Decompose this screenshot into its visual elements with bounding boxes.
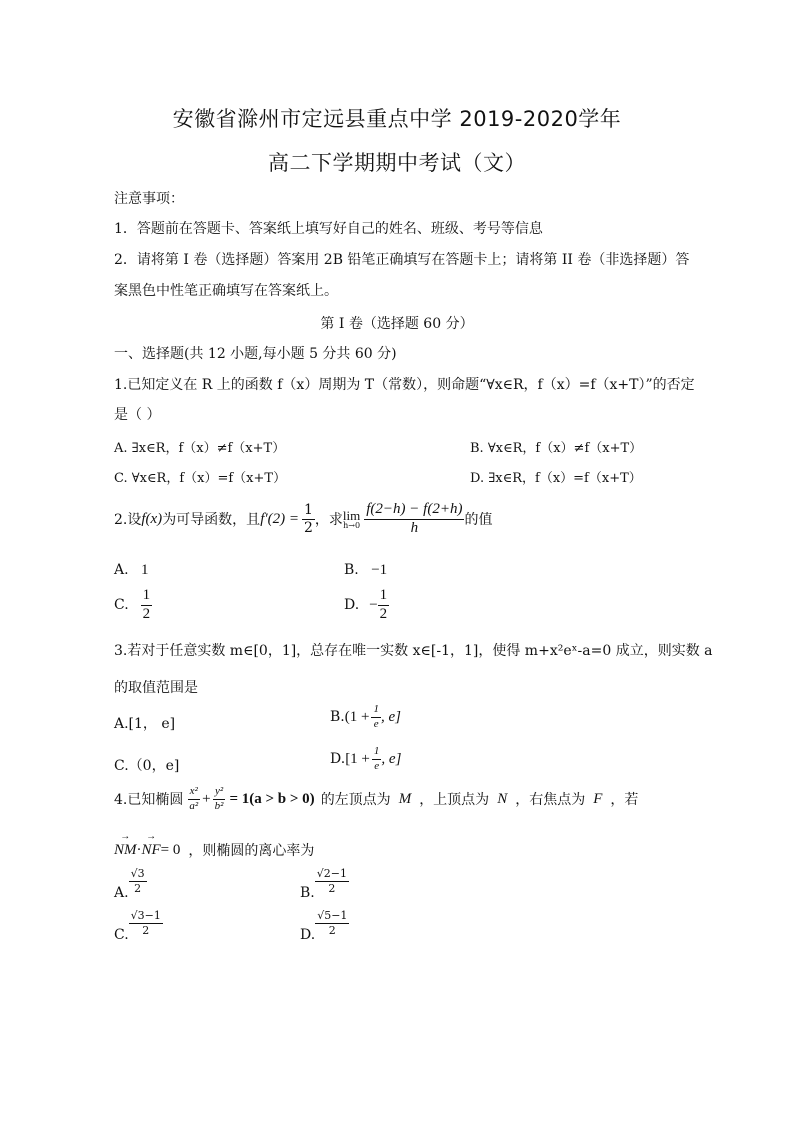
q2-fprime: f′(2) =: [260, 510, 299, 527]
q2-option-b: [344, 562, 387, 579]
q4-mid1: 的左顶点为: [320, 792, 391, 809]
volume-title: 第 I 卷（选择题 60 分）: [320, 316, 474, 332]
notice-heading: 注意事项：: [114, 191, 184, 207]
q2-option-c-fraction: [141, 588, 153, 623]
q4-option-c-label: C.: [114, 927, 129, 944]
q4-option-b: [300, 868, 349, 902]
q3-option-b-den: e: [373, 717, 379, 730]
exam-title-line2: 高二下学期期中考试（文）: [268, 151, 526, 175]
q3-stem-line1: 3.若对于任意实数 m∈[0，1]，总存在唯一实数 x∈[-1，1]，使得 m+x²eˣ-a=0 成立，则实数 a: [114, 643, 713, 659]
q4-dot: ·: [136, 841, 142, 858]
q3-option-d-label: D.: [330, 751, 346, 768]
q4-option-c-num: √3−1: [130, 909, 161, 922]
q2-stem: [114, 502, 492, 537]
q3-option-a: A.[1， e]: [114, 716, 176, 732]
notice-item-2-line2: 案黑色中性笔正确填写在答案纸上。: [114, 283, 338, 299]
q2-option-d-label: D.: [344, 597, 360, 614]
q2-option-c-den: 2: [142, 605, 151, 622]
q2-prefix: 2.设: [114, 512, 142, 529]
q2-expr-denominator: h: [410, 519, 419, 536]
q4-option-a-den: 2: [134, 881, 142, 895]
q4-option-d-label: D.: [300, 927, 316, 944]
q2-option-a: [114, 562, 149, 579]
q4-option-c: [114, 910, 163, 944]
q2-option-c: [114, 588, 152, 623]
q3-stem-line2: 的取值范围是: [114, 680, 198, 696]
q4-mid4: ，若: [610, 792, 639, 809]
q2-lim-word: lim: [342, 507, 361, 523]
q2-option-c-label: C.: [114, 597, 129, 614]
q4-point-n: N: [497, 790, 508, 807]
q4-option-c-den: 2: [142, 923, 150, 937]
q2-option-b-value: −1: [371, 562, 388, 578]
q3-option-d-open: [1 +: [345, 750, 370, 767]
exam-title-line1: 安徽省滁州市定远县重点中学 2019-2020学年: [172, 107, 622, 131]
q4-ellipse-x-den: a²: [189, 799, 199, 812]
q4-mid2: ，上顶点为: [419, 792, 490, 809]
q3-option-b-num: 1: [371, 704, 381, 718]
q4-option-d-den: 2: [328, 923, 336, 937]
q2-option-d-num: 1: [378, 588, 390, 606]
q4-option-d-num: √5−1: [317, 909, 348, 922]
q3-option-b-close: , e]: [380, 708, 401, 725]
q4-option-b-fraction: [315, 868, 349, 894]
q2-option-b-label: B.: [344, 562, 359, 578]
q2-limit-expression: [364, 502, 464, 537]
part-title: 一、选择题(共 12 小题,每小题 5 分共 60 分): [114, 346, 397, 362]
q4-option-a-num: √3: [130, 867, 145, 880]
q3-option-b-open: (1 +: [344, 708, 370, 725]
q2-given-fraction: [302, 503, 315, 535]
q2-option-a-label: A.: [114, 562, 129, 578]
q4-point-m: M: [398, 790, 412, 807]
q3-option-d: [330, 746, 401, 772]
q3-option-d-den: e: [374, 759, 380, 772]
q4-ellipse-y-den: b²: [214, 799, 224, 812]
q2-given-denominator: 2: [304, 519, 313, 536]
q1-stem-line2: 是（ ）: [114, 407, 161, 423]
q2-option-d-sign: −: [369, 596, 378, 613]
q4-vector-nm: → NM: [114, 842, 137, 859]
notice-item-1: 1．答题前在答题卡、答案纸上填写好自己的姓名、班级、考号等信息: [114, 221, 543, 237]
q3-option-b-label: B.: [330, 709, 345, 726]
q4-vector-nf: → NF: [142, 842, 161, 859]
q4-ellipse-x-num: x²: [188, 786, 200, 800]
q2-limit: [343, 509, 360, 530]
q4-option-b-num: √2−1: [316, 867, 347, 880]
q4-prefix: 4.已知椭圆: [114, 792, 184, 809]
q3-option-d-fraction: [372, 746, 382, 772]
q1-stem-line1: 1.已知定义在 R 上的函数 f（x）周期为 T（常数），则命题“∀x∈R，f（x）=f（x+T）”的否定: [114, 377, 695, 393]
q2-lim-sub: h→0: [343, 520, 361, 530]
q4-option-a: [114, 868, 147, 902]
q3-option-c: C.（0，e]: [114, 758, 180, 774]
q1-option-c: C. ∀x∈R，f（x）=f（x+T）: [114, 471, 287, 486]
q2-expr-numerator: f(2−h) − f(2+h): [364, 502, 464, 520]
q3-option-b-fraction: [371, 704, 381, 730]
q4-stem-line2: [114, 840, 314, 860]
q2-mid1: 为可导函数，且: [162, 512, 261, 529]
q2-option-d-fraction: [378, 588, 390, 623]
q4-option-d-fraction: [315, 910, 349, 936]
q2-mid2: ，求: [314, 512, 343, 529]
q1-option-b: B. ∀x∈R，f（x）≠f（x+T）: [470, 441, 643, 456]
q4-option-a-label: A.: [114, 885, 129, 902]
q4-ellipse-x-term: [187, 786, 200, 812]
q4-ellipse-plus: +: [202, 790, 211, 807]
q4-mid5: ，则椭圆的离心率为: [188, 843, 315, 859]
q4-option-a-fraction: [129, 868, 147, 894]
q2-option-d: [344, 588, 389, 623]
q1-option-a: A. ∃x∈R，f（x）≠f（x+T）: [114, 441, 286, 456]
q2-option-c-num: 1: [141, 588, 153, 606]
q4-equals-zero: = 0: [160, 841, 181, 858]
q2-suffix: 的值: [464, 512, 493, 529]
q2-given-numerator: 1: [304, 502, 313, 519]
q4-option-c-fraction: [129, 910, 163, 936]
q4-ellipse-y-term: [213, 786, 226, 812]
q4-mid3: ，右焦点为: [515, 792, 586, 809]
q3-option-b: [330, 704, 401, 730]
q4-point-f: F: [593, 790, 603, 807]
q4-stem: [114, 786, 638, 812]
q4-option-d: [300, 910, 349, 944]
q1-option-d: D. ∃x∈R，f（x）=f（x+T）: [470, 471, 642, 486]
q3-option-d-close: , e]: [381, 750, 402, 767]
q2-option-a-value: 1: [141, 562, 149, 578]
notice-item-2-line1: 2．请将第 I 卷（选择题）答案用 2B 铅笔正确填写在答题卡上；请将第 II 卷（非选择题）答: [114, 252, 690, 268]
q4-ellipse-rest: = 1(a > b > 0): [229, 790, 315, 807]
q4-option-b-den: 2: [328, 881, 336, 895]
q2-fx: f(x): [141, 510, 163, 527]
q3-option-d-num: 1: [372, 746, 382, 760]
q4-option-b-label: B.: [300, 885, 315, 902]
q4-ellipse-y-num: y²: [213, 786, 225, 800]
q2-option-d-den: 2: [379, 605, 388, 622]
